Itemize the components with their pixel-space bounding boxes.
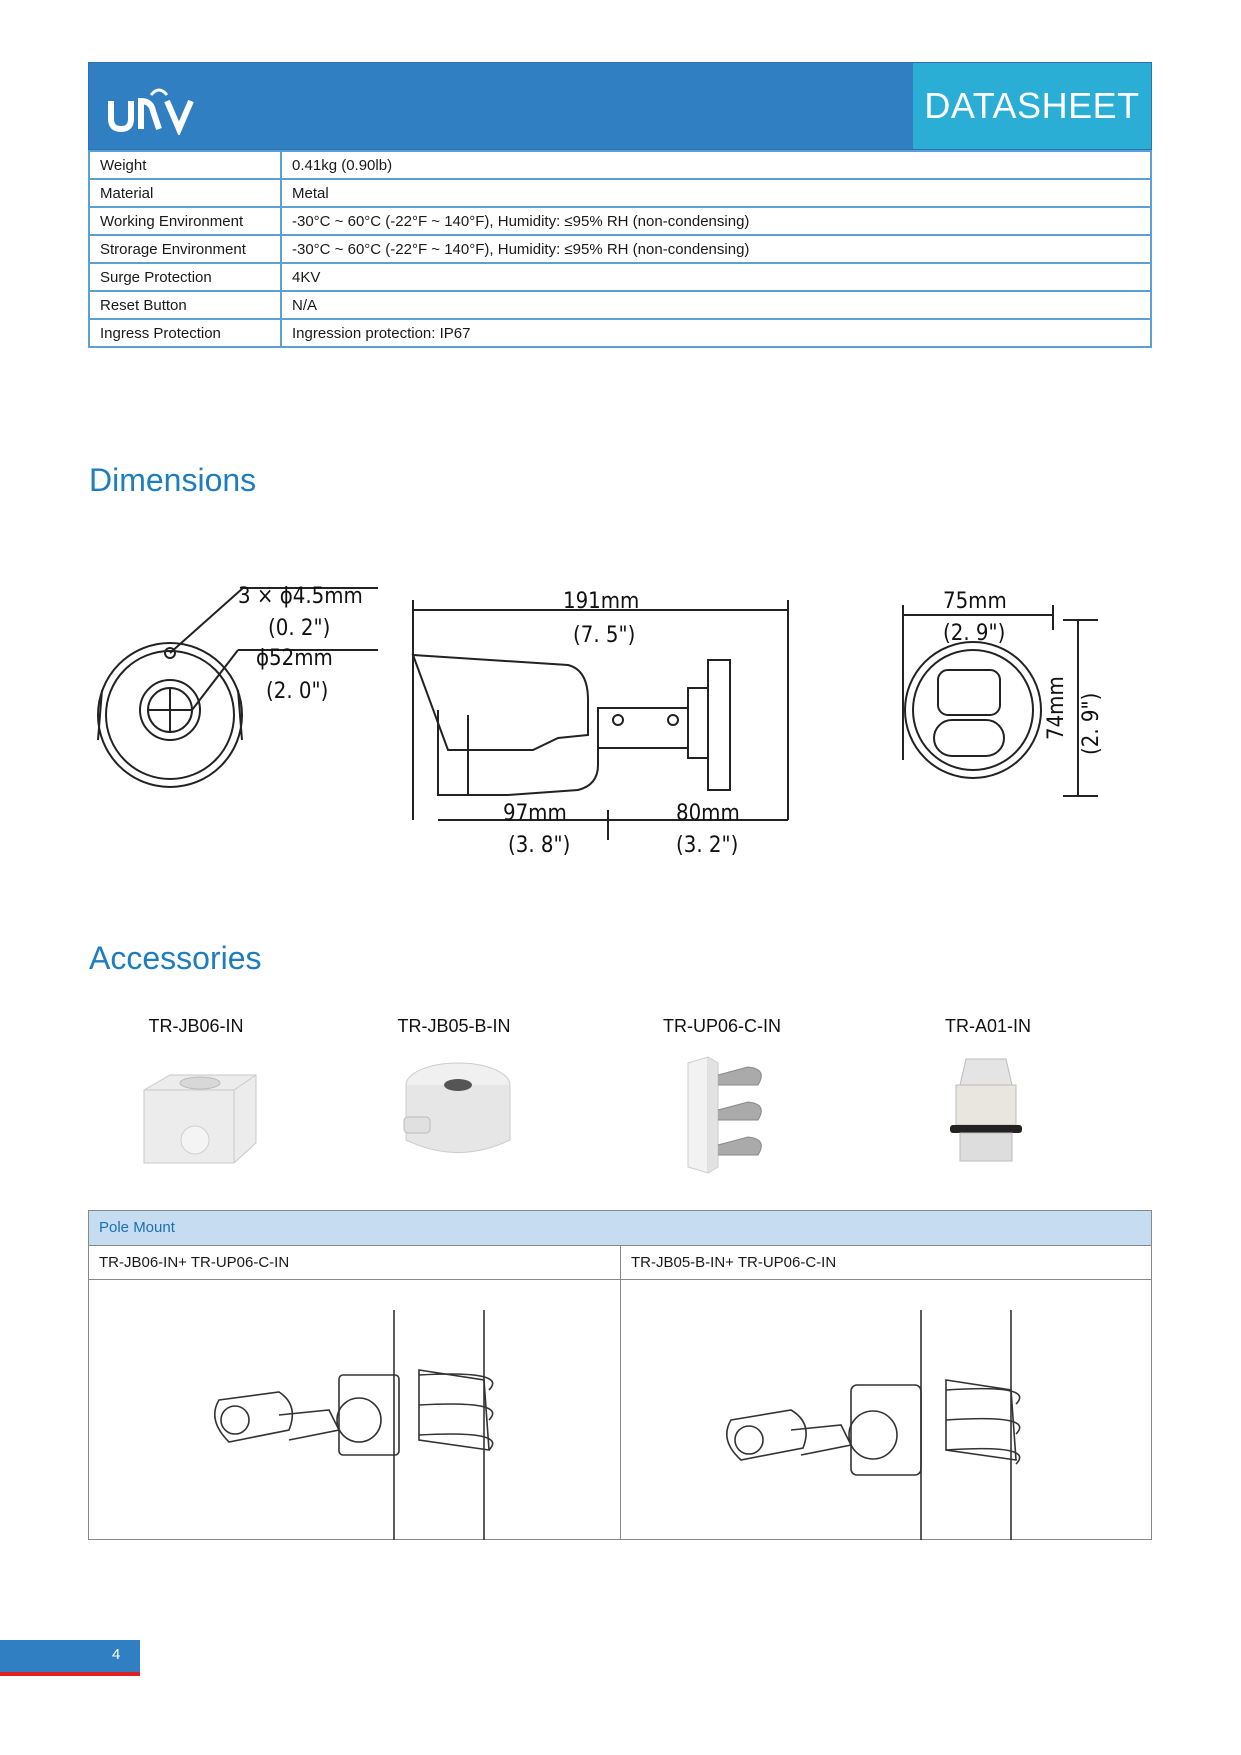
body-inch-label: (3. 8"): [508, 833, 571, 858]
spec-value: 0.41kg (0.90lb): [281, 151, 1151, 179]
unv-logo: [103, 81, 213, 135]
specs-table: [88, 150, 1152, 348]
body-label: 97mm: [503, 801, 567, 826]
spec-key: Reset Button: [89, 291, 281, 319]
circle-inch-label: (2. 0"): [266, 679, 329, 704]
table-row: [89, 291, 1151, 319]
height-inch-label: (2. 9"): [1079, 692, 1104, 755]
cable-gland-image: [946, 1055, 1026, 1175]
table-row: [89, 207, 1151, 235]
width-inch-label: (2. 9"): [943, 621, 1006, 646]
spec-value: 4KV: [281, 263, 1151, 291]
header-banner: [88, 62, 1152, 150]
pole-mount-left-label: TR-JB06-IN+ TR-UP06-C-IN: [99, 1254, 290, 1271]
mount-inch-label: (3. 2"): [676, 833, 739, 858]
table-row: [89, 263, 1151, 291]
spec-key: Ingress Protection: [89, 319, 281, 347]
spec-key: Strorage Environment: [89, 235, 281, 263]
datasheet-badge: DATASHEET: [913, 63, 1151, 149]
junction-box-round-image: [398, 1055, 513, 1165]
width-label: 75mm: [943, 589, 1007, 614]
base-view: [98, 588, 378, 787]
table-row: [89, 151, 1151, 179]
spec-value: -30°C ~ 60°C (-22°F ~ 140°F), Humidity: ≤95% RH (non-condensing): [281, 207, 1151, 235]
holes-inch-label: (0. 2"): [268, 616, 331, 641]
spec-key: Weight: [89, 151, 281, 179]
spec-key: Material: [89, 179, 281, 207]
accessory-label: TR-JB05-B-IN: [397, 1016, 511, 1036]
pole-mount-table: [88, 1210, 1152, 1540]
pole-mount-right-image: [620, 1280, 1152, 1540]
mount-label: 80mm: [676, 801, 740, 826]
height-label: 74mm: [1044, 676, 1069, 740]
table-row: [89, 235, 1151, 263]
length-inch-label: (7. 5"): [573, 623, 636, 648]
junction-box-image: [140, 1055, 260, 1165]
table-row: [89, 1246, 1151, 1280]
accessories-title: Accessories: [89, 940, 262, 976]
spec-value: -30°C ~ 60°C (-22°F ~ 140°F), Humidity: ≤95% RH (non-condensing): [281, 235, 1151, 263]
pole-mount-right-label: TR-JB05-B-IN+ TR-UP06-C-IN: [620, 1246, 1151, 1279]
accessory-label: TR-UP06-C-IN: [662, 1016, 781, 1036]
accessory-label: TR-A01-IN: [944, 1016, 1031, 1036]
table-row: [89, 179, 1151, 207]
pole-mount-title: Pole Mount: [89, 1211, 1151, 1246]
spec-key: Working Environment: [89, 207, 281, 235]
page-number: 4: [112, 1646, 121, 1663]
table-row: [89, 319, 1151, 347]
pole-mount-image: [678, 1055, 778, 1175]
accessory-label: TR-JB06-IN: [148, 1016, 244, 1036]
dimensions-title: Dimensions: [89, 462, 257, 498]
holes-label: 3 × ϕ4.5mm: [238, 584, 363, 609]
spec-value: Metal: [281, 179, 1151, 207]
spec-value: N/A: [281, 291, 1151, 319]
dimensions-drawing: [88, 560, 1152, 890]
pole-mount-images: [89, 1280, 1151, 1540]
circle-label: ϕ52mm: [256, 646, 333, 671]
length-label: 191mm: [563, 589, 640, 614]
pole-mount-left-image: [89, 1280, 620, 1540]
spec-key: Surge Protection: [89, 263, 281, 291]
spec-value: Ingression protection: IP67: [281, 319, 1151, 347]
